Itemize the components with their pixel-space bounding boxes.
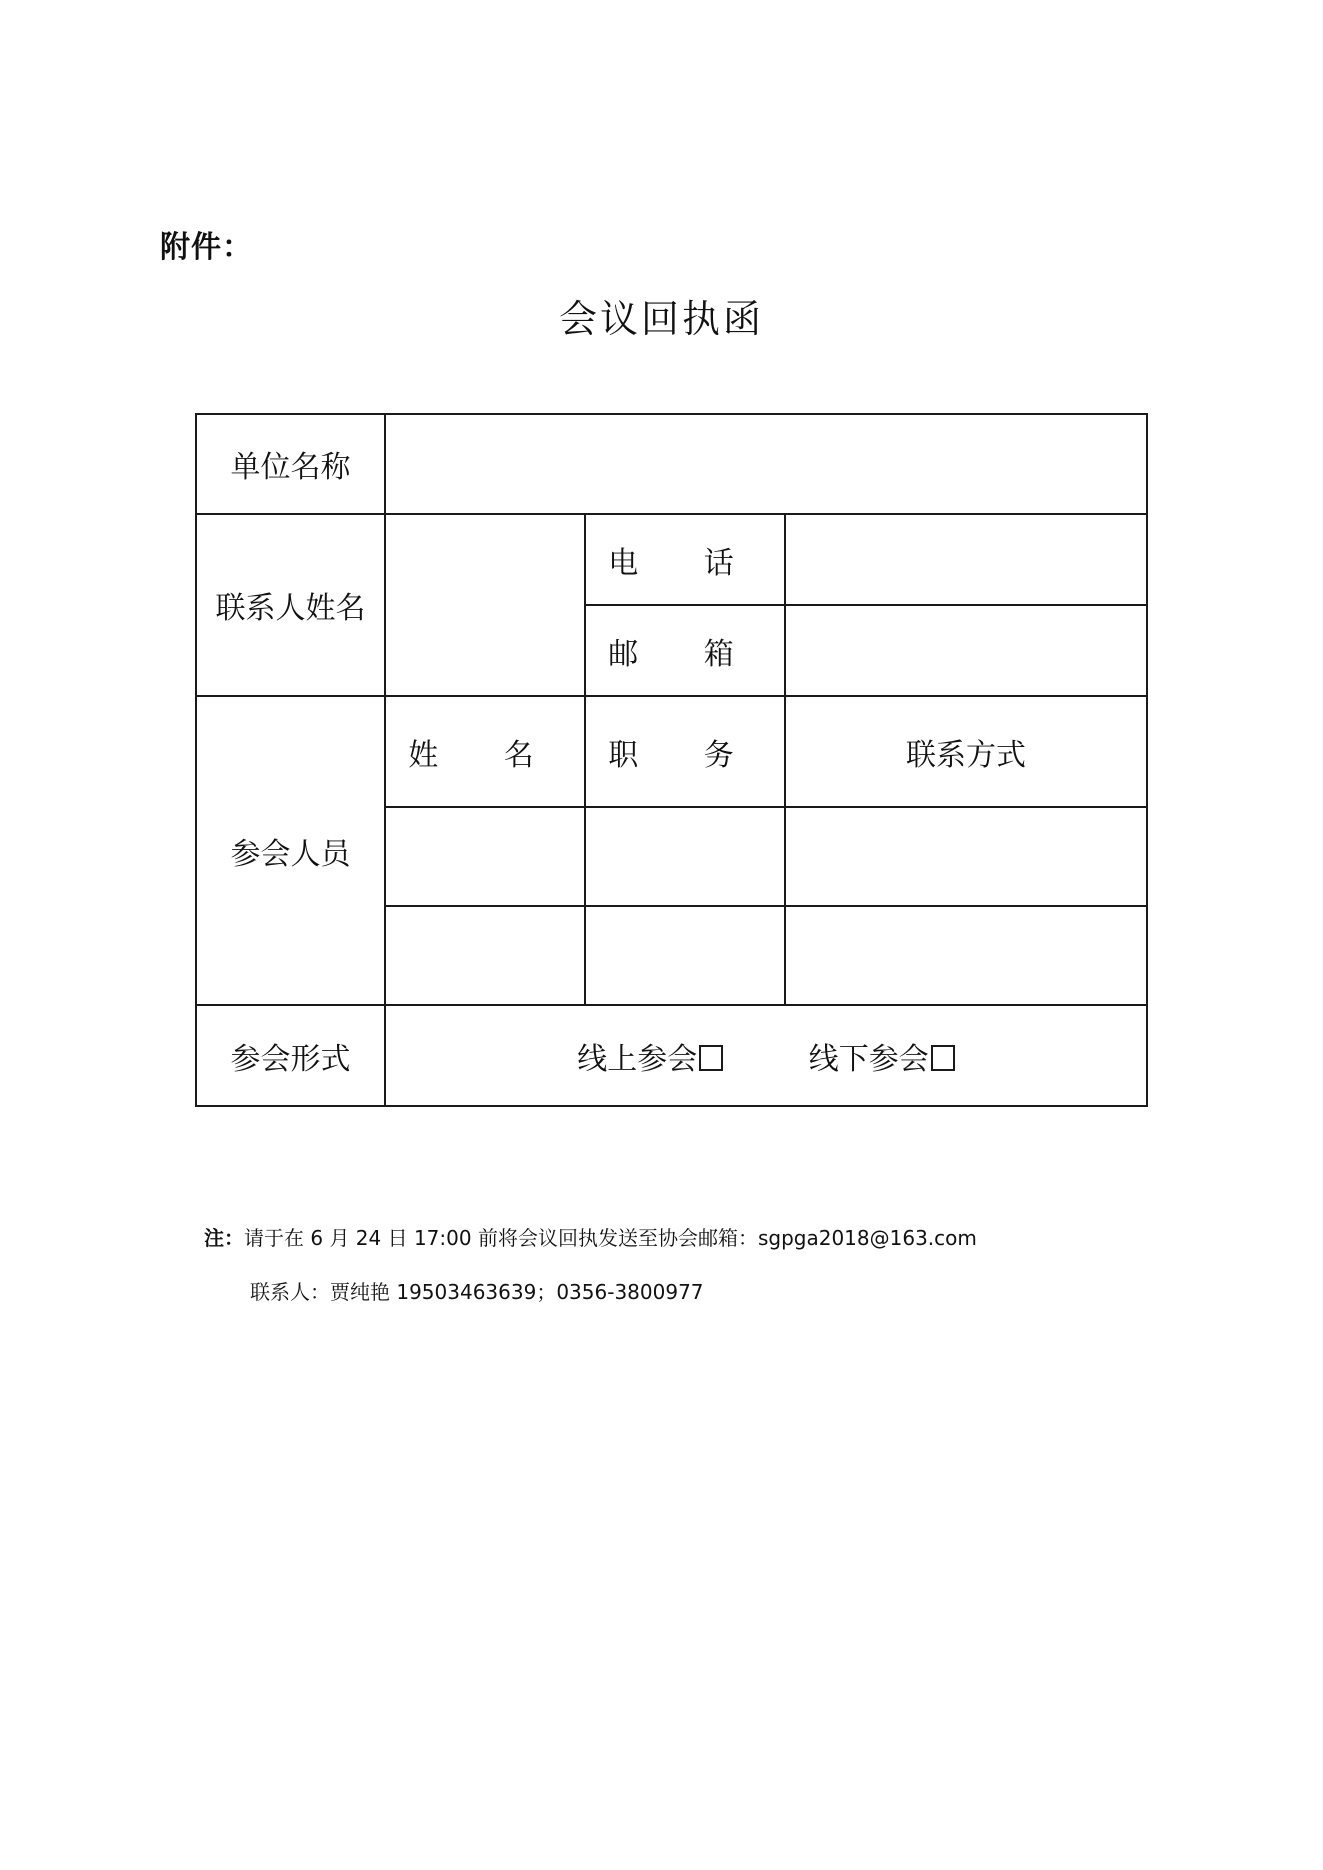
offline-option-label: 线下参会	[808, 1041, 929, 1077]
note-prefix: 注：	[204, 1226, 244, 1250]
phone-field[interactable]	[785, 514, 1147, 605]
attendee-position-field[interactable]	[585, 906, 785, 1005]
attendee-header-row	[196, 696, 1147, 807]
attend-form-label: 参会形式	[196, 1005, 385, 1106]
unit-name-field[interactable]	[385, 414, 1147, 514]
attend-form-options	[385, 1005, 1147, 1106]
note-line-2: 联系人：贾纯艳 19503463639；0356-3800977	[250, 1280, 704, 1304]
note-text-1: 请于在 6 月 24 日 17:00 前将会议回执发送至协会邮箱：sgpga2018@163.com	[244, 1226, 977, 1250]
attendee-contact-field[interactable]	[785, 807, 1147, 906]
document-title: 会议回执函	[558, 297, 764, 341]
offline-checkbox[interactable]	[931, 1045, 955, 1071]
column-header-position: 职 务	[585, 696, 785, 807]
attendee-name-field[interactable]	[385, 807, 585, 906]
contact-phone-row	[196, 514, 1147, 605]
email-field[interactable]	[785, 605, 1147, 696]
attendee-position-field[interactable]	[585, 807, 785, 906]
attendee-name-field[interactable]	[385, 906, 585, 1005]
attend-form-row	[196, 1005, 1147, 1106]
offline-option[interactable]	[809, 1034, 955, 1078]
unit-name-row	[196, 414, 1147, 514]
receipt-form-table	[195, 413, 1148, 1107]
attendee-contact-field[interactable]	[785, 906, 1147, 1005]
email-label: 邮 箱	[585, 605, 785, 696]
attendees-label: 参会人员	[196, 696, 385, 1005]
unit-name-label: 单位名称	[196, 414, 385, 514]
note-line-1	[204, 1222, 977, 1251]
phone-label: 电 话	[585, 514, 785, 605]
online-checkbox[interactable]	[699, 1045, 723, 1071]
column-header-contact: 联系方式	[785, 696, 1147, 807]
attachment-label: 附件：	[160, 230, 253, 265]
contact-name-field[interactable]	[385, 514, 585, 696]
column-header-name: 姓 名	[385, 696, 585, 807]
contact-name-label: 联系人姓名	[196, 514, 385, 696]
online-option-label: 线上参会	[577, 1041, 698, 1077]
online-option[interactable]	[577, 1034, 723, 1078]
